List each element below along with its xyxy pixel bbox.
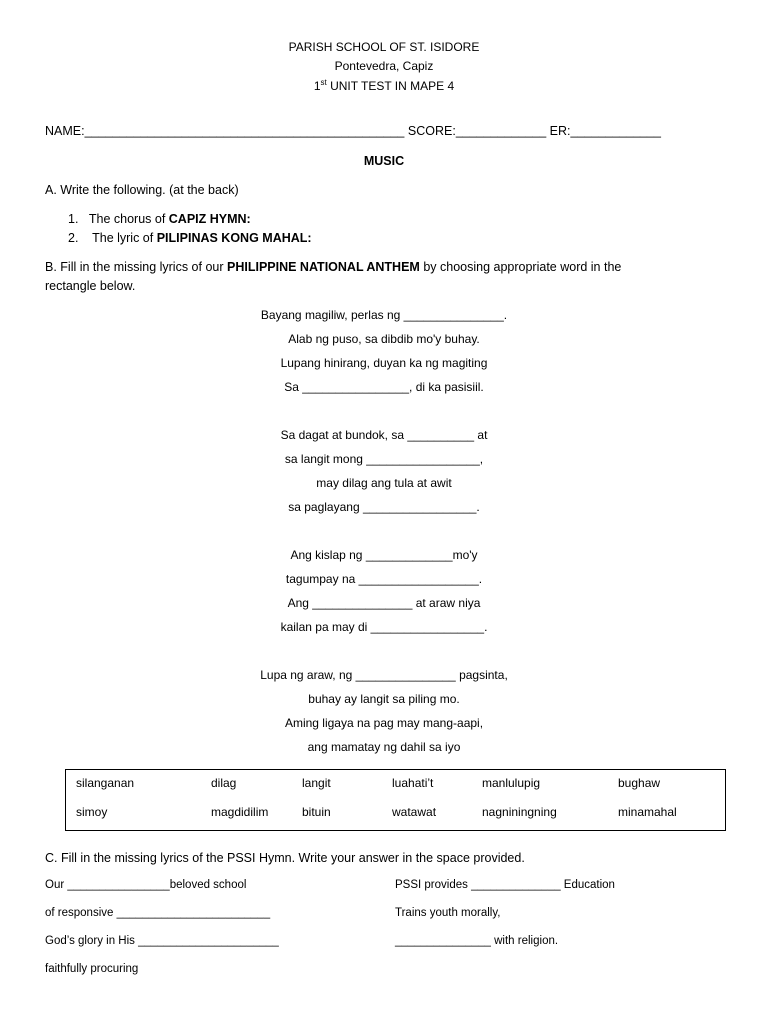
pssi-left-line[interactable]: of responsive ________________________ bbox=[45, 907, 271, 919]
lyric-line[interactable]: sa paglayang _________________. bbox=[288, 500, 480, 514]
name-field[interactable]: ______________________________________________ bbox=[84, 124, 405, 138]
section-b-instruction-line2: rectangle below. bbox=[45, 279, 136, 293]
word-bank-word: silanganan bbox=[76, 776, 135, 790]
lyric-line: Alab ng puso, sa dibdib mo'y buhay. bbox=[288, 332, 480, 346]
name-label: NAME: bbox=[45, 124, 85, 138]
school-name: PARISH SCHOOL OF ST. ISIDORE bbox=[288, 40, 480, 54]
section-a-instruction: A. Write the following. (at the back) bbox=[45, 183, 239, 197]
word-bank-word: magdidilim bbox=[211, 805, 269, 819]
subject-text: MUSIC bbox=[363, 154, 405, 168]
lyric-line[interactable]: Sa dagat at bundok, sa __________ at bbox=[280, 428, 488, 442]
lyric-line: may dilag ang tula at awit bbox=[316, 476, 452, 490]
instruction-bold: PHILIPPINE NATIONAL ANTHEM bbox=[227, 260, 420, 274]
section-c-instruction: C. Fill in the missing lyrics of the PSSI Hymn. Write your answer in the space provided. bbox=[45, 851, 525, 865]
lyric-line[interactable]: kailan pa may di _________________. bbox=[280, 620, 488, 634]
word-bank-word: watawat bbox=[392, 805, 437, 819]
item-text: The lyric of bbox=[88, 231, 157, 245]
word-bank-word: luahati’t bbox=[392, 776, 434, 790]
word-bank-word: bughaw bbox=[618, 776, 661, 790]
word-bank-word: minamahal bbox=[618, 805, 677, 819]
word-bank-word: manlulupig bbox=[482, 776, 541, 790]
er-field[interactable]: _____________ bbox=[570, 124, 661, 138]
section-a-item bbox=[68, 231, 312, 245]
item-bold: PILIPINAS KONG MAHAL: bbox=[156, 231, 312, 245]
lyric-line[interactable]: sa langit mong _________________, bbox=[284, 452, 484, 466]
lyric-line: Lupang hinirang, duyan ka ng magiting bbox=[280, 356, 488, 370]
section-a-item bbox=[68, 212, 251, 226]
score-field[interactable]: _____________ bbox=[455, 124, 547, 138]
score-label: SCORE: bbox=[407, 124, 456, 138]
item-text: The chorus of bbox=[88, 212, 169, 226]
pssi-left-line[interactable]: God’s glory in His ______________________ bbox=[45, 935, 279, 947]
instruction-text: by choosing appropriate word in the bbox=[419, 260, 622, 274]
pssi-right-line: Trains youth morally, bbox=[395, 907, 501, 919]
lyric-line[interactable]: Sa ________________, di ka pasisiil. bbox=[284, 380, 484, 394]
lyric-line: buhay ay langit sa piling mo. bbox=[308, 692, 460, 706]
test-title-sup: st bbox=[320, 78, 327, 87]
lyric-line[interactable]: tagumpay na __________________. bbox=[285, 572, 483, 586]
pssi-right-line[interactable]: _______________ with religion. bbox=[395, 935, 559, 947]
info-line bbox=[45, 124, 661, 138]
word-bank-word: dilag bbox=[211, 776, 237, 790]
item-number: 1. bbox=[68, 212, 79, 226]
lyric-line[interactable]: Ang _______________ at araw niya bbox=[287, 596, 481, 610]
school-location: Pontevedra, Capiz bbox=[334, 59, 434, 73]
section-b-instruction bbox=[45, 260, 621, 274]
test-title bbox=[0, 78, 768, 93]
lyric-line[interactable]: Bayang magiliw, perlas ng _______________. bbox=[260, 308, 508, 322]
word-bank-word: bituin bbox=[302, 805, 331, 819]
lyric-line[interactable]: Lupa ng araw, ng _______________ pagsinta, bbox=[260, 668, 508, 682]
pssi-left-line[interactable]: Our ________________beloved school bbox=[45, 879, 247, 891]
item-number: 2. bbox=[68, 231, 79, 245]
item-bold: CAPIZ HYMN: bbox=[168, 212, 251, 226]
word-bank-word: nagniningning bbox=[482, 805, 557, 819]
word-bank-word: simoy bbox=[76, 805, 108, 819]
lyric-line: Aming ligaya na pag may mang-aapi, bbox=[284, 716, 484, 730]
test-title-number: 1 bbox=[313, 79, 321, 93]
word-bank-word: langit bbox=[302, 776, 331, 790]
test-title-text: UNIT TEST IN MAPE 4 bbox=[326, 79, 455, 93]
instruction-text: B. Fill in the missing lyrics of our bbox=[45, 260, 227, 274]
lyric-line: ang mamatay ng dahil sa iyo bbox=[307, 740, 461, 754]
lyric-line[interactable]: Ang kislap ng _____________mo'y bbox=[290, 548, 478, 562]
pssi-right-line[interactable]: PSSI provides ______________ Education bbox=[395, 879, 615, 891]
er-label: ER: bbox=[549, 124, 571, 138]
word-bank bbox=[65, 769, 726, 831]
pssi-left-line: faithfully procuring bbox=[45, 963, 139, 975]
subject-heading bbox=[0, 154, 768, 168]
